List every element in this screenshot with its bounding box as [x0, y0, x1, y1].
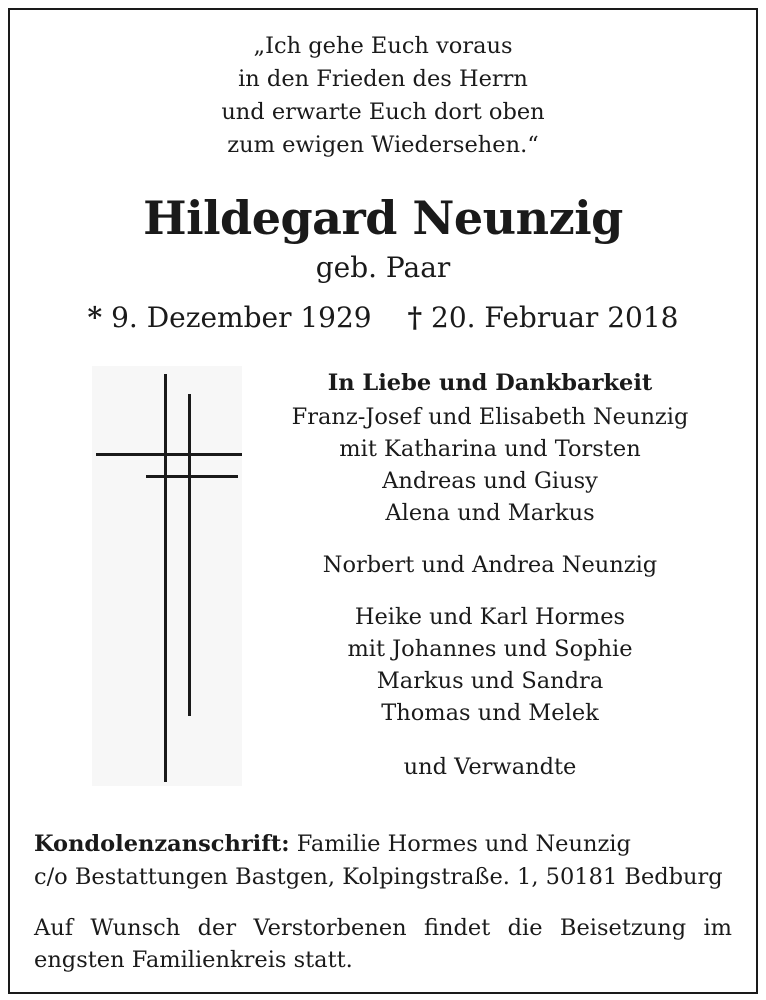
- life-dates: [0, 298, 766, 338]
- bible-verse: [0, 30, 766, 162]
- verse-line: in den Frieden des Herrn: [238, 66, 528, 92]
- death-date: 20. Februar 2018: [431, 301, 679, 334]
- condolence-street: c/o Bestattungen Bastgen, Kolpingstraße. 1, 50181 Bedburg: [34, 864, 723, 890]
- mourners-heading: In Liebe und Dankbarkeit: [327, 370, 653, 396]
- mourner-line: Andreas und Giusy: [382, 468, 598, 494]
- birth-date: 9. Dezember 1929: [111, 301, 372, 334]
- mourner-line: Thomas und Melek: [381, 700, 599, 726]
- birth-star-icon: *: [87, 301, 103, 334]
- condolence-recipient: Familie Hormes und Neunzig: [289, 831, 631, 857]
- verse-line: zum ewigen Wiedersehen.“: [227, 132, 539, 158]
- birth-name: geb. Paar: [315, 251, 451, 284]
- verse-line: „Ich gehe Euch voraus: [253, 33, 513, 59]
- burial-notice: Auf Wunsch der Verstorbenen findet die Beisetzung im engsten Familienkreis statt.: [34, 915, 732, 973]
- deceased-name: Hildegard Neunzig: [143, 191, 623, 245]
- mourner-line: Heike und Karl Hormes: [354, 604, 626, 630]
- cross-icon: [92, 366, 242, 786]
- mourner-line: Markus und Sandra: [376, 668, 604, 694]
- mourner-line: Franz-Josef und Elisabeth Neunzig: [291, 404, 689, 430]
- mourner-line: mit Johannes und Sophie: [347, 636, 633, 662]
- mourner-line: mit Katharina und Torsten: [339, 436, 641, 462]
- condolence-label: Kondolenzanschrift:: [34, 831, 290, 857]
- mourners-list: [270, 367, 710, 783]
- mourner-line: Norbert und Andrea Neunzig: [322, 552, 658, 578]
- verse-line: und erwarte Euch dort oben: [221, 99, 545, 125]
- relatives-line: und Verwandte: [403, 754, 577, 780]
- condolence-address: [34, 828, 734, 894]
- mourner-line: Alena und Markus: [385, 500, 595, 526]
- death-cross-icon: †: [407, 301, 423, 334]
